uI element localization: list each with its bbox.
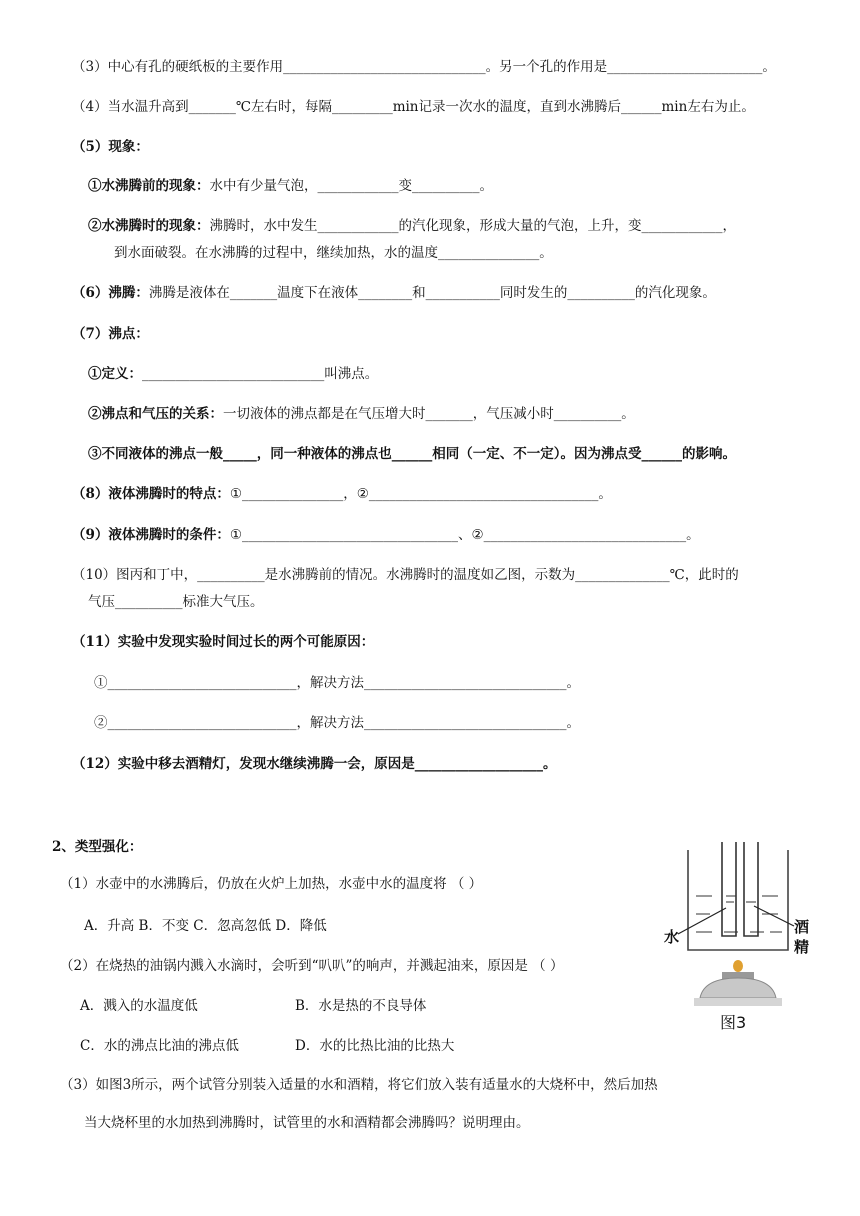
- test-tube-water: [722, 842, 736, 936]
- question-2-option-a: A．溅入的水温度低: [80, 998, 198, 1014]
- item-9-body: ①________________________________、②______________________________。: [229, 527, 700, 543]
- item-11-heading: （11）实验中发现实验时间过长的两个可能原因：: [72, 634, 375, 650]
- item-5a-body: 水中有少量气泡，____________变__________。: [209, 178, 493, 194]
- item-7b-title: ②沸点和气压的关系：: [88, 406, 223, 422]
- question-1: （1）水壶中的水沸腾后，仍放在火炉上加热，水壶中水的温度将 （ ）: [60, 876, 483, 892]
- item-7a-body: ___________________________叫沸点。: [142, 366, 379, 382]
- item-6-body: 沸腾是液体在_______温度下在液体________和___________同时发生的__________的汽化现象。: [148, 285, 716, 301]
- question-3: （3）如图3所示，两个试管分别装入适量的水和酒精，将它们放入装有适量水的大烧杯中，然后加热: [60, 1077, 658, 1093]
- item-7a: [88, 365, 378, 383]
- item-5a: [88, 177, 493, 195]
- item-10: （10）图丙和丁中，__________是水沸腾前的情况。水沸腾时的温度如乙图，示数为______________℃，此时的: [72, 567, 739, 583]
- item-5b-body: 沸腾时，水中发生____________的汽化现象，形成大量的气泡，上升，变____________，: [209, 218, 736, 234]
- question-2-option-b: B．水是热的不良导体: [295, 998, 427, 1014]
- question-2-option-d: D．水的比热比油的比热大: [295, 1038, 455, 1054]
- item-10-continued: 气压__________标准大气压。: [88, 594, 264, 610]
- item-5b: [88, 217, 736, 235]
- figure-3: [664, 838, 824, 1038]
- item-11a: ①____________________________，解决方法______________________________。: [94, 675, 580, 691]
- question-3-continued: 当大烧杯里的水加热到沸腾时，试管里的水和酒精都会沸腾吗？说明理由。: [84, 1115, 530, 1131]
- item-5b-title: ②水沸腾时的现象：: [88, 218, 210, 234]
- question-2-option-c: C．水的沸点比油的沸点低: [80, 1038, 239, 1054]
- item-9: [72, 526, 700, 544]
- item-8-body: ①_______________，②__________________________________。: [229, 486, 612, 502]
- pointer-water: [678, 908, 726, 934]
- item-9-title: （9）液体沸腾时的条件：: [72, 527, 230, 543]
- item-7b: [88, 405, 635, 423]
- item-11b: ②____________________________，解决方法______________________________。: [94, 715, 580, 731]
- figure-caption: 图3: [720, 1013, 747, 1032]
- item-7b-body: 一切液体的沸点都是在气压增大时_______，气压减小时__________。: [223, 406, 635, 422]
- item-5b-continued: 到水面破裂。在水沸腾的过程中，继续加热，水的温度_______________。: [114, 245, 553, 261]
- label-alcohol-2: 精: [794, 938, 810, 956]
- beaker-outline: [688, 850, 788, 950]
- question-1-options: A．升高 B．不变 C．忽高忽低 D．降低: [84, 918, 327, 934]
- question-2: （2）在烧热的油锅内溅入水滴时，会听到“叭叭”的响声，并溅起油来，原因是 （ ）: [60, 958, 564, 974]
- flame: [733, 960, 743, 972]
- item-7-heading: （7）沸点：: [72, 326, 149, 342]
- label-water: 水: [664, 928, 680, 946]
- item-7a-title: ①定义：: [88, 366, 142, 382]
- test-tube-alcohol: [744, 842, 758, 936]
- item-8-title: （8）液体沸腾时的特点：: [72, 486, 230, 502]
- item-4: （4）当水温升高到_______℃左右时，每隔_________min记录一次水的温度，直到水沸腾后______min左右为止。: [72, 99, 755, 115]
- label-alcohol-1: 酒: [794, 918, 810, 936]
- item-6-title: （6）沸腾：: [72, 285, 149, 301]
- lamp-body: [700, 978, 776, 998]
- item-3: （3）中心有孔的硬纸板的主要作用______________________________。另一个孔的作用是_______________________。: [72, 59, 776, 75]
- section-2-heading: 2、类型强化：: [52, 839, 143, 855]
- lamp-base: [694, 998, 782, 1006]
- item-5a-title: ①水沸腾前的现象：: [88, 178, 210, 194]
- item-8: [72, 485, 612, 503]
- item-5-heading: （5）现象：: [72, 139, 149, 155]
- item-12: （12）实验中移去酒精灯，发现水继续沸腾一会，原因是___________________。: [72, 756, 557, 772]
- item-7c: ③不同液体的沸点一般_____，同一种液体的沸点也______相同（一定、不一定）。因为沸点受______的影响。: [88, 446, 736, 462]
- item-6: [72, 284, 716, 302]
